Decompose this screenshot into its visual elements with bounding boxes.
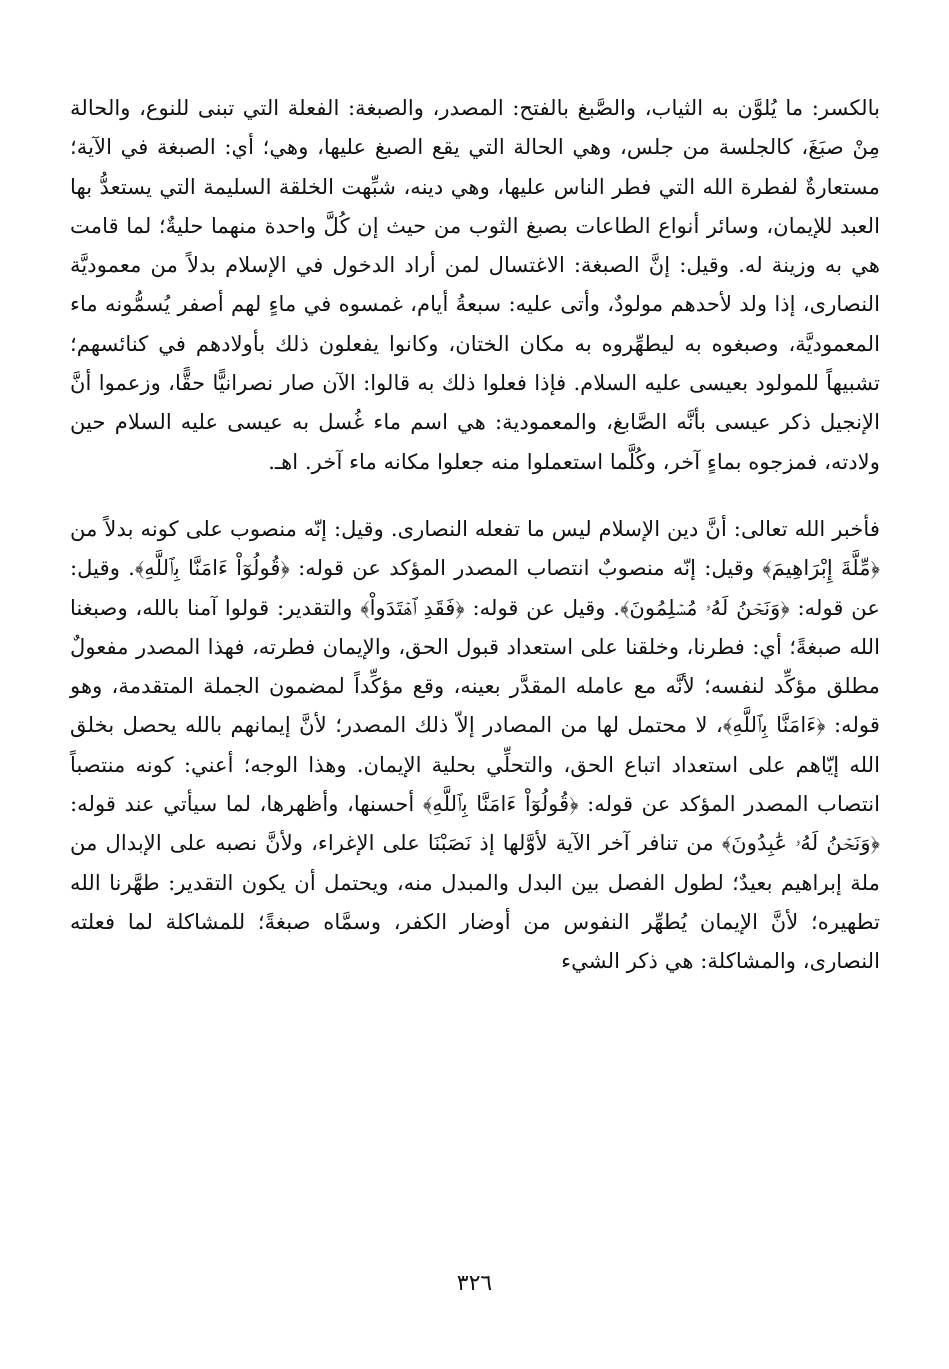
page-body bbox=[70, 88, 880, 981]
paragraph-commentary-1: بالكسر: ما يُلوَّن به الثياب، والصَّبغ بالفتح: المصدر، والصبغة: الفعلة التي تبنى للنوع، والحالة مِنْ صبَغَ، كالجلسة من جلس، وهي الحالة التي يقع الصبغ عليها، وهي؛ أي: الصبغة في الآية؛ مستعارةٌ لفطرة الله التي فطر الناس عليها، وهي دينه، شبِّهت الخلقة السليمة التي يستعدُّ بها العبد للإيمان، وسائر أنواع الطاعات بصبغ الثوب من حيث إن كُلَّ واحدة منهما حليةٌ؛ لما قامت هي به وزينة له. وقيل: إنَّ الصبغة: الاغتسال لمن أراد الدخول في الإسلام بدلاً من معموديَّة النصارى، إذا ولد لأحدهم مولودٌ، وأتى عليه: سبعةُ أيام، غمسوه في ماءٍ لهم أصفر يُسمُّونه ماء المعموديَّة، وصبغوه به ليطهِّروه به مكان الختان، وكانوا يفعلون ذلك بأولادهم في كنائسهم؛ تشبيهاً للمولود بعيسى عليه السلام. فإذا فعلوا ذلك به قالوا: الآن صار نصرانيًّا حقًّا، وزعموا أنَّ الإنجيل ذكر عيسى بأنَّه الصَّابغ، والمعمودية: هي اسم ماء غُسل به عيسى عليه السلام حين ولادته، فمزجوه بماءٍ آخر، وكُلَّما استعملوا منه جعلوا مكانه ماء آخر. اهـ. bbox=[70, 95, 880, 474]
paragraph-commentary-2: فأخبر الله تعالى: أنَّ دين الإسلام ليس ما تفعله النصارى. وقيل: إنّه منصوب على كونه بدلاً من ﴿مِّلَّةَ إِبْرَاهِيمَ﴾ وقيل: إنّه منصوبٌ انتصاب المصدر المؤكد عن قوله: ﴿قُولُوٓاْ ءَامَنَّا بِٱللَّهِ﴾. وقيل: عن قوله: ﴿وَنَحۡنُ لَهُۥ مُسۡلِمُونَ﴾. وقيل عن قوله: ﴿فَقَدِ ٱهۡتَدَواْ﴾ والتقدير: قولوا آمنا بالله، وصبغنا الله صبغةً؛ أي: فطرنا، وخلقنا على استعداد قبول الحق، والإيمان فطرته، فهذا المصدر مفعولٌ مطلق مؤكِّد لنفسه؛ لأنَّه مع عامله المقدَّر بعينه، وقع مؤكِّداً لمضمون الجملة المتقدمة، وهو قوله: ﴿ءَامَنَّا بِٱللَّهِ﴾، لا محتمل لها من المصادر إلاّ ذلك المصدر؛ لأنَّ إيمانهم بالله يحصل بخلق الله إيّاهم على استعداد اتباع الحق، والتحلِّي بحلية الإيمان. وهذا الوجه؛ أعني: كونه منتصباً انتصاب المصدر المؤكد عن قوله: ﴿قُولُوٓاْ ءَامَنَّا بِٱللَّهِ﴾ أحسنها، وأظهرها، لما سيأتي عند قوله: ﴿وَنَحۡنُ لَهُۥ عَٰبِدُونَ﴾ من تنافر آخر الآية لأوَّلها إذ نَصَبْنَا على الإغراء، ولأنَّ نصبه على الإبدال من ملة إبراهيم بعيدٌ؛ لطول الفصل بين البدل والمبدل منه، ويحتمل أن يكون التقدير: طهَّرنا الله تطهيره؛ لأنَّ الإيمان يُطهِّر النفوس من أوضار الكفر، وسمَّاه صبغةً؛ للمشاكلة لما فعلته النصارى، والمشاكلة: هي ذكر الشيء bbox=[70, 515, 880, 974]
page-number: ٣٢٦ bbox=[456, 1271, 493, 1296]
paragraph-gap bbox=[70, 481, 880, 509]
